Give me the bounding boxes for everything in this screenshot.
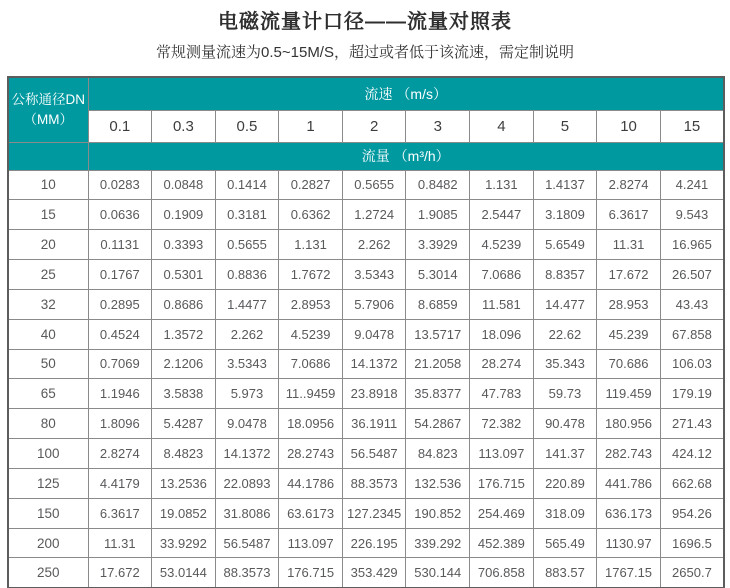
table-row [8, 200, 724, 230]
velocity-value: 3 [406, 110, 470, 142]
flow-value: 22.62 [533, 319, 597, 349]
flow-value: 1.1946 [88, 379, 152, 409]
flow-value: 1.4137 [533, 170, 597, 200]
flow-value: 4.5239 [470, 230, 534, 260]
flow-value: 254.469 [470, 498, 534, 528]
flow-value: 53.0144 [152, 558, 216, 588]
flow-value: 44.1786 [279, 468, 343, 498]
flow-value: 17.672 [88, 558, 152, 588]
flow-value: 0.1767 [88, 260, 152, 290]
table-row [8, 528, 724, 558]
flow-value: 220.89 [533, 468, 597, 498]
flow-value: 5.7906 [342, 289, 406, 319]
flow-value: 26.507 [660, 260, 724, 290]
corner-header-line1: 公称通径DN [11, 92, 85, 108]
flow-value: 2.1206 [152, 349, 216, 379]
velocity-value: 5 [533, 110, 597, 142]
flow-value: 1.131 [279, 230, 343, 260]
dn-value: 10 [8, 170, 88, 200]
flow-value: 1.8096 [88, 409, 152, 439]
flow-value: 530.144 [406, 558, 470, 588]
flow-value: 3.5838 [152, 379, 216, 409]
flow-value: 5.6549 [533, 230, 597, 260]
flow-value: 72.382 [470, 409, 534, 439]
flow-value: 63.6173 [279, 498, 343, 528]
flow-value: 33.9292 [152, 528, 216, 558]
flow-value: 0.5301 [152, 260, 216, 290]
dn-value: 15 [8, 200, 88, 230]
flow-value: 2.262 [342, 230, 406, 260]
dn-value: 40 [8, 319, 88, 349]
flow-value: 8.8357 [533, 260, 597, 290]
flow-value: 0.6362 [279, 200, 343, 230]
flow-value: 706.858 [470, 558, 534, 588]
flow-value: 5.3014 [406, 260, 470, 290]
velocity-value: 2 [342, 110, 406, 142]
flow-value: 11..9459 [279, 379, 343, 409]
flow-value: 113.097 [279, 528, 343, 558]
dn-value: 25 [8, 260, 88, 290]
flow-value: 14.1372 [215, 439, 279, 469]
flow-value: 23.8918 [342, 379, 406, 409]
flow-value: 31.8086 [215, 498, 279, 528]
table-row [8, 230, 724, 260]
flow-value: 21.2058 [406, 349, 470, 379]
flow-header-row [8, 142, 724, 170]
flow-value: 19.0852 [152, 498, 216, 528]
flow-value: 5.4287 [152, 409, 216, 439]
table-body [8, 170, 724, 588]
flow-value: 1.3572 [152, 319, 216, 349]
flow-value: 16.965 [660, 230, 724, 260]
flow-value: 43.43 [660, 289, 724, 319]
flow-value: 18.0956 [279, 409, 343, 439]
velocity-value: 15 [660, 110, 724, 142]
flow-value: 176.715 [470, 468, 534, 498]
flow-value: 0.2827 [279, 170, 343, 200]
flow-value: 0.1131 [88, 230, 152, 260]
flow-value: 0.0283 [88, 170, 152, 200]
flow-value: 1696.5 [660, 528, 724, 558]
flow-value: 1130.97 [597, 528, 661, 558]
flow-value: 452.389 [470, 528, 534, 558]
flow-value: 1.9085 [406, 200, 470, 230]
flow-value: 113.097 [470, 439, 534, 469]
flow-value: 0.0848 [152, 170, 216, 200]
flow-value: 132.536 [406, 468, 470, 498]
flow-value: 22.0893 [215, 468, 279, 498]
velocity-header-row [8, 77, 724, 110]
velocity-value: 0.1 [88, 110, 152, 142]
flow-header-spacer [8, 142, 88, 170]
flow-value: 1.7672 [279, 260, 343, 290]
flow-value: 84.823 [406, 439, 470, 469]
flow-value: 7.0686 [279, 349, 343, 379]
flow-value: 127.2345 [342, 498, 406, 528]
flow-value: 14.1372 [342, 349, 406, 379]
flow-value: 1767.15 [597, 558, 661, 588]
flow-value: 70.686 [597, 349, 661, 379]
flow-value: 0.4524 [88, 319, 152, 349]
flow-value: 1.131 [470, 170, 534, 200]
flow-value: 17.672 [597, 260, 661, 290]
velocity-value: 0.3 [152, 110, 216, 142]
dn-value: 200 [8, 528, 88, 558]
flow-value: 4.241 [660, 170, 724, 200]
flow-value: 0.7069 [88, 349, 152, 379]
flow-value: 954.26 [660, 498, 724, 528]
flow-value: 3.3929 [406, 230, 470, 260]
flow-value: 2.8953 [279, 289, 343, 319]
flow-value: 0.5655 [215, 230, 279, 260]
flow-value: 282.743 [597, 439, 661, 469]
flow-value: 8.6859 [406, 289, 470, 319]
flow-value: 4.4179 [88, 468, 152, 498]
flow-value: 339.292 [406, 528, 470, 558]
flow-value: 883.57 [533, 558, 597, 588]
flow-value: 56.5487 [342, 439, 406, 469]
flow-value: 0.8482 [406, 170, 470, 200]
flow-value: 28.953 [597, 289, 661, 319]
flow-value: 4.5239 [279, 319, 343, 349]
dn-value: 150 [8, 498, 88, 528]
flow-value: 35.343 [533, 349, 597, 379]
table-row [8, 349, 724, 379]
flow-value: 6.3617 [88, 498, 152, 528]
flow-value: 11.31 [597, 230, 661, 260]
flow-value: 636.173 [597, 498, 661, 528]
flow-value: 1.2724 [342, 200, 406, 230]
table-row [8, 439, 724, 469]
flow-value: 0.0636 [88, 200, 152, 230]
flow-header-label: 流量 （m³/h） [88, 142, 724, 170]
flow-value: 2.262 [215, 319, 279, 349]
table-row [8, 498, 724, 528]
flow-value: 11.581 [470, 289, 534, 319]
flow-value: 67.858 [660, 319, 724, 349]
dn-value: 80 [8, 409, 88, 439]
corner-header-line2: （MM） [23, 111, 73, 127]
flow-value: 1.4477 [215, 289, 279, 319]
flow-value: 13.2536 [152, 468, 216, 498]
flow-value: 2.5447 [470, 200, 534, 230]
flow-value: 662.68 [660, 468, 724, 498]
flow-value: 0.5655 [342, 170, 406, 200]
velocity-value: 10 [597, 110, 661, 142]
flow-value: 18.096 [470, 319, 534, 349]
flow-value: 0.8686 [152, 289, 216, 319]
flow-value: 7.0686 [470, 260, 534, 290]
flow-value: 2650.7 [660, 558, 724, 588]
flow-value: 9.0478 [342, 319, 406, 349]
flow-value: 0.2895 [88, 289, 152, 319]
flow-value: 318.09 [533, 498, 597, 528]
dn-value: 100 [8, 439, 88, 469]
flow-value: 13.5717 [406, 319, 470, 349]
flow-value: 28.274 [470, 349, 534, 379]
table-row [8, 260, 724, 290]
flow-value: 176.715 [279, 558, 343, 588]
flow-value: 179.19 [660, 379, 724, 409]
flow-value: 6.3617 [597, 200, 661, 230]
flow-value: 441.786 [597, 468, 661, 498]
velocity-value: 0.5 [215, 110, 279, 142]
table-row [8, 379, 724, 409]
dn-value: 125 [8, 468, 88, 498]
flow-value: 424.12 [660, 439, 724, 469]
flow-value: 0.3181 [215, 200, 279, 230]
flow-value: 47.783 [470, 379, 534, 409]
flow-value: 8.4823 [152, 439, 216, 469]
flow-value: 88.3573 [342, 468, 406, 498]
flow-value: 56.5487 [215, 528, 279, 558]
dn-value: 65 [8, 379, 88, 409]
flow-value: 11.31 [88, 528, 152, 558]
flow-value: 5.973 [215, 379, 279, 409]
page-subtitle: 常规测量流速为0.5~15M/S，超过或者低于该流速，需定制说明 [156, 44, 574, 61]
flow-value: 14.477 [533, 289, 597, 319]
flow-value: 0.1414 [215, 170, 279, 200]
flow-value: 28.2743 [279, 439, 343, 469]
table-row [8, 319, 724, 349]
table-row [8, 409, 724, 439]
flow-value: 45.239 [597, 319, 661, 349]
flow-value: 3.5343 [215, 349, 279, 379]
flow-value: 90.478 [533, 409, 597, 439]
flow-value: 9.0478 [215, 409, 279, 439]
flow-value: 353.429 [342, 558, 406, 588]
table-row [8, 468, 724, 498]
flow-value: 271.43 [660, 409, 724, 439]
dn-value: 32 [8, 289, 88, 319]
flow-value: 180.956 [597, 409, 661, 439]
flow-value: 2.8274 [88, 439, 152, 469]
flow-value: 54.2867 [406, 409, 470, 439]
dn-value: 50 [8, 349, 88, 379]
dn-value: 250 [8, 558, 88, 588]
flow-value: 106.03 [660, 349, 724, 379]
velocity-values-row [8, 110, 724, 142]
table-row [8, 170, 724, 200]
dn-value: 20 [8, 230, 88, 260]
table-row [8, 289, 724, 319]
flow-value: 36.1911 [342, 409, 406, 439]
flow-comparison-table [7, 76, 725, 588]
page-title: 电磁流量计口径——流量对照表 [218, 11, 512, 33]
flow-value: 9.543 [660, 200, 724, 230]
flow-value: 59.73 [533, 379, 597, 409]
velocity-header-label: 流速 （m/s） [88, 77, 724, 110]
flow-value: 35.8377 [406, 379, 470, 409]
table-row [8, 558, 724, 588]
flow-value: 0.3393 [152, 230, 216, 260]
corner-header-dn [8, 77, 88, 142]
flow-value: 88.3573 [215, 558, 279, 588]
flow-value: 2.8274 [597, 170, 661, 200]
flow-value: 3.5343 [342, 260, 406, 290]
table-header [8, 77, 724, 170]
velocity-value: 4 [470, 110, 534, 142]
flow-value: 119.459 [597, 379, 661, 409]
flow-value: 3.1809 [533, 200, 597, 230]
flow-value: 0.8836 [215, 260, 279, 290]
flow-value: 226.195 [342, 528, 406, 558]
flow-value: 565.49 [533, 528, 597, 558]
flow-value: 0.1909 [152, 200, 216, 230]
flow-value: 190.852 [406, 498, 470, 528]
flow-value: 141.37 [533, 439, 597, 469]
velocity-value: 1 [279, 110, 343, 142]
